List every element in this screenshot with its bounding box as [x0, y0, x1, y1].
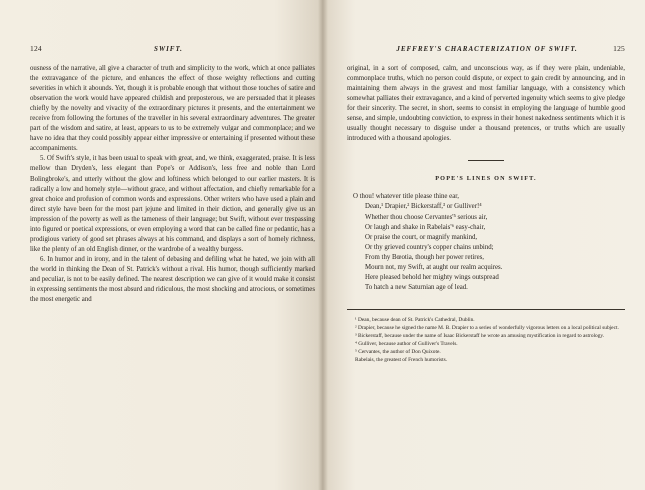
footnote: ⁵ Cervantes, the author of Don Quixote.: [355, 349, 441, 356]
running-head-left: SWIFT.: [153, 45, 183, 53]
right-page: [323, 0, 645, 490]
running-head-right: JEFFREY'S CHARACTERIZATION OF SWIFT.: [396, 45, 578, 53]
paragraph: ousness of the narrative, all give a character of truth and simplicity to the work, which at once palliates the extravagance of the picture, and enhances the effect of those weighty reflections and cutting severities in which it abounds. Yet, though it is probable enough that without those touches of satire and observation the work would have appeared childish and preposterous, we are persuaded that it pleases chiefly by the novelty and vivacity of the extraordinary pictures it presents, and the entertainment we receive from following the fortunes of the traveller in his several extraordinary adventures. The greater part of the wisdom and satire, at least, appears to us to be extremely vulgar and commonplace; and we have no idea that they could possibly appear either impressive or entertaining if presented without these accompaniments.: [30, 65, 315, 153]
page-number-right: 125: [613, 44, 625, 53]
poem-line: From thy Bœotia, though her power retires,: [365, 253, 484, 261]
footnote: ¹ Dean, because dean of St. Patrick's Cathedral, Dublin.: [355, 317, 475, 324]
poem-line: Dean,¹ Drapier,² Bickerstaff,³ or Gulliver!⁴: [365, 203, 482, 211]
paragraph: 5. Of Swift's style, it has been usual to speak with great, and, we think, exaggerated, praise. It is less mellow than Dryden's, less elegant than Pope's or Addison's, less free and noble than Lord Bolingbroke's, and utterly without the glow and loftiness which belonged to our earlier masters. It is radically a low and homely style—without grace, and without affectation, and chiefly remarkable for a great choice and profusion of common words and expressions. Other writers who have used a plain and direct style have been for the most part jejune and limited in their diction, and generally give us an impression of the poverty as well as the tameness of their language; but Swift, without ever trespassing into figured or poetical expressions, or even employing a word that can be called fine or pedantic, has a prodigious variety of good set phrases always at his command, and displays a sort of homely richness, like the plenty of an old English dinner, or the wardrobe of a wealthy burgess.: [30, 155, 315, 253]
footnote: Rabelais, the greatest of French humorists.: [355, 357, 448, 364]
poem-line: Mourn not, my Swift, at aught our realm acquires.: [365, 264, 503, 272]
poem-line: Here pleased behold her mighty wings outspread: [365, 274, 499, 282]
section-divider: [468, 160, 504, 161]
left-page-body: [30, 64, 315, 305]
poem-title: POPE'S LINES ON SWIFT.: [435, 175, 537, 183]
footnote-divider: [347, 309, 625, 310]
left-page-header: [30, 44, 315, 56]
right-page-header: [347, 44, 625, 56]
footnote: ⁴ Gulliver, because author of Gulliver's Travels.: [355, 341, 458, 348]
poem-line: Whether thou choose Cervantes'⁵ serious air,: [365, 213, 488, 221]
page-number-left: 124: [30, 44, 42, 53]
poem: [347, 192, 625, 293]
poem-line: Or thy grieved country's copper chains unbind;: [365, 243, 494, 251]
right-page-body: [347, 64, 625, 364]
poem-line: O thou! whatever title please thine ear,: [353, 193, 459, 201]
poem-line: To hatch a new Saturnian age of lead.: [365, 284, 468, 292]
book-gutter: [318, 0, 328, 490]
poem-line: Or praise the court, or magnify mankind,: [365, 233, 478, 241]
footnote: ³ Bickerstaff, because under the name of Isaac Bickerstaff he wrote an amusing mystification in regard to astrology.: [355, 333, 605, 340]
footnotes: [347, 316, 625, 364]
footnote: ² Drapier, because he signed the name M. B. Drapier to a series of wonderfully vigorous letters on a local political subject.: [355, 325, 619, 332]
paragraph: 6. In humor and in irony, and in the talent of debasing and defiling what he hated, we join with all the world in thinking the Dean of St. Patrick's without a rival. His humor, though sufficiently marked and peculiar, is not to be easily defined. The nearest description we can give of it would make it consist in expressing sentiments the most absurd and ridiculous, the most shocking and atrocious, or sometimes the most energetic and: [30, 255, 315, 304]
paragraph: original, in a sort of composed, calm, and unconscious way, as if they were plain, undeniable, commonplace truths, which no person could dispute, or expect to gain credit by announcing, and in maintaining them always in the gravest and most familiar language, with a consistency which somewhat palliates their extravagance, and a kind of perverted ingenuity which seems to give pledge for their sincerity. The secret, in short, seems to consist in employing the language of humble good sense, and simple, undoubting conviction, to express in their honest nakedness sentiments which it is usually thought necessary to disguise under a thousand pretences, or truths which are usually introduced with a thousand apologies.: [347, 65, 625, 143]
poem-line: Or laugh and shake in Rabelais'⁶ easy-chair,: [365, 223, 486, 231]
